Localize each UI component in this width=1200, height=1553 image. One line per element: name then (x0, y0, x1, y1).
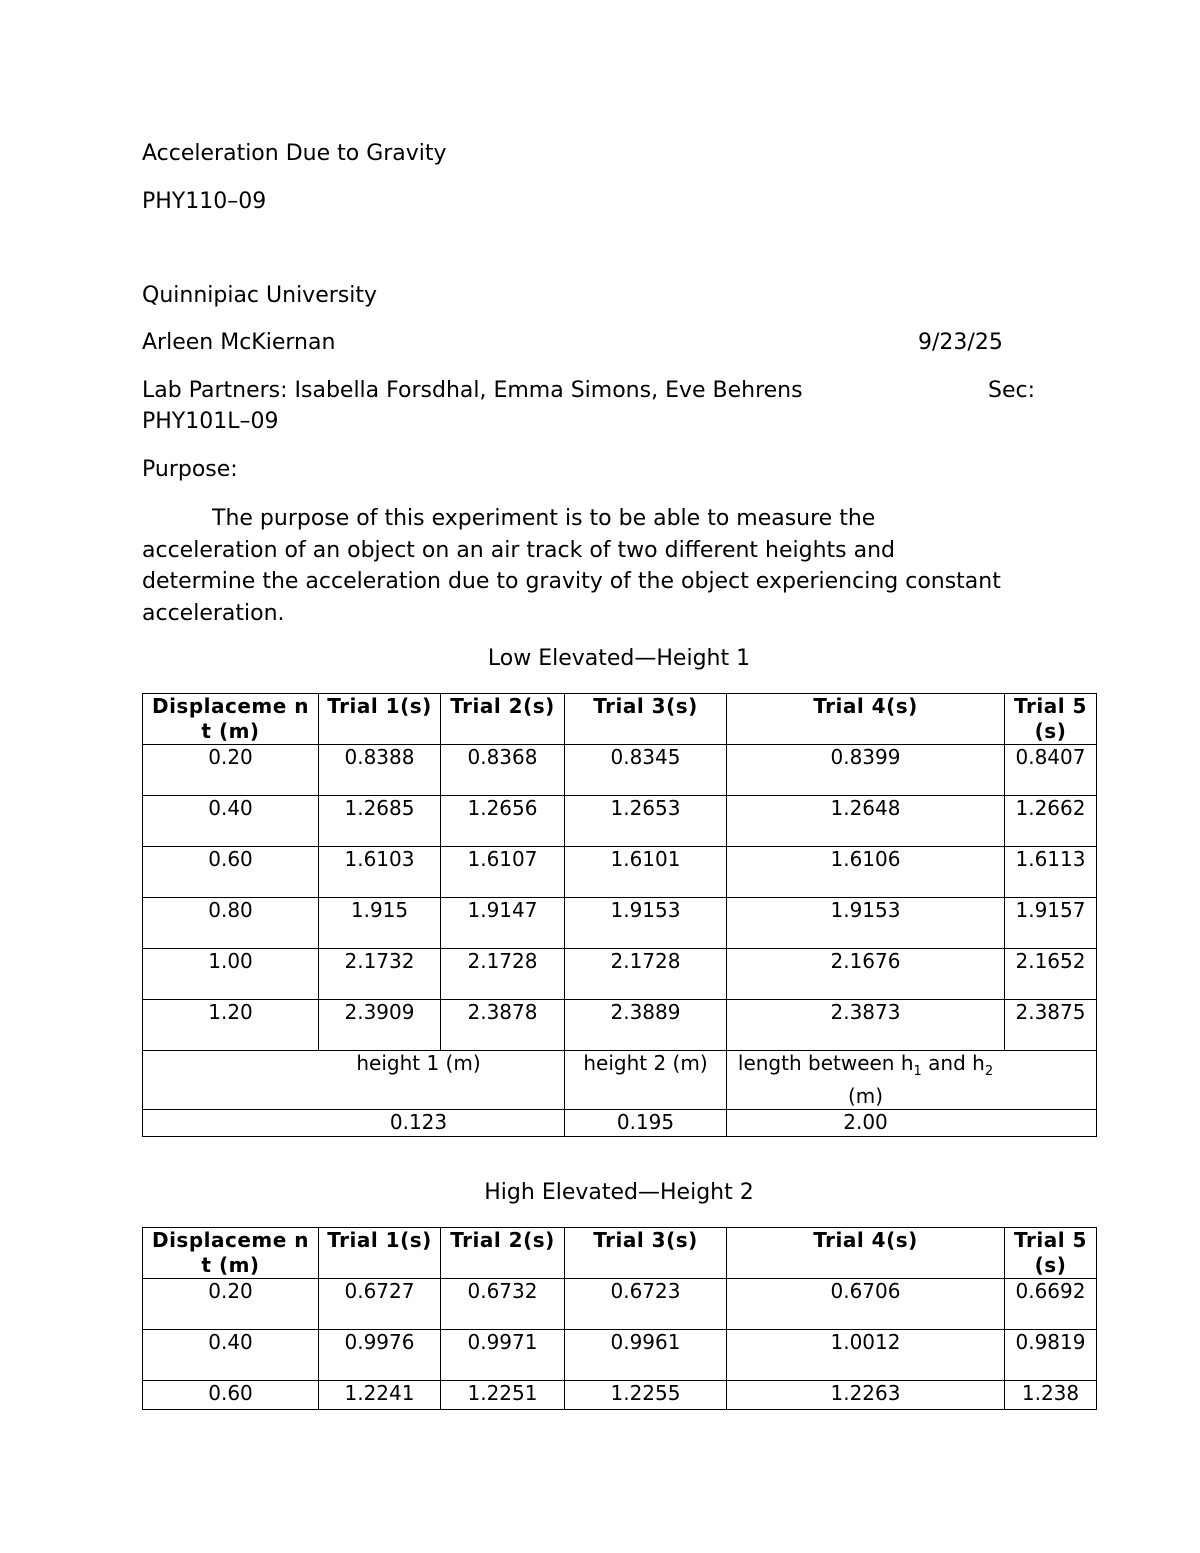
table-cell: 2.3873 (727, 1000, 1005, 1051)
table-cell: 1.9153 (727, 898, 1005, 949)
table-cell: 1.6103 (319, 847, 441, 898)
table-cell: 0.6692 (1005, 1279, 1097, 1330)
heights-label-row (143, 1051, 1097, 1110)
table-row (143, 847, 1097, 898)
height2-label: height 2 (m) (565, 1051, 727, 1110)
table-cell: 0.8407 (1005, 745, 1097, 796)
table-cell: 0.9961 (565, 1330, 727, 1381)
height1-value: 0.123 (143, 1110, 565, 1137)
lab-partners: Lab Partners: Isabella Forsdhal, Emma Simons, Eve Behrens (142, 378, 803, 403)
document-title: Acceleration Due to Gravity (142, 141, 447, 166)
table-cell: 1.2685 (319, 796, 441, 847)
table-row (143, 898, 1097, 949)
course-code: PHY110–09 (142, 189, 267, 214)
table-cell: 1.6101 (565, 847, 727, 898)
table-cell: 1.2662 (1005, 796, 1097, 847)
table1-caption: Low Elevated—Height 1 (487, 646, 751, 671)
purpose-text: The purpose of this experiment is to be able to measure the acceleration of an object on an air track of two different heights and determine the acceleration due to gravity of the object experiencing constant acceleration. (142, 506, 1001, 626)
table-cell: 2.1676 (727, 949, 1005, 1000)
table-cell: 0.6706 (727, 1279, 1005, 1330)
university-name: Quinnipiac University (142, 283, 377, 308)
table-cell: 1.6106 (727, 847, 1005, 898)
header-cell: Trial 4(s) (727, 1228, 1005, 1279)
section-label: Sec: (988, 378, 1036, 403)
header-cell: Displaceme nt (m) (143, 1228, 319, 1279)
table-row (143, 745, 1097, 796)
height2-value: 0.195 (565, 1110, 727, 1137)
table-cell: 0.40 (143, 1330, 319, 1381)
header-cell: Trial 3(s) (565, 694, 727, 745)
table-cell: 0.80 (143, 898, 319, 949)
table-cell: 0.8368 (441, 745, 565, 796)
header-cell: Trial 5(s) (1005, 694, 1097, 745)
table-cell: 0.8388 (319, 745, 441, 796)
table-cell: 1.238 (1005, 1381, 1097, 1410)
header-cell: Trial 1(s) (319, 694, 441, 745)
header-cell: Trial 5(s) (1005, 1228, 1097, 1279)
table-row (143, 1279, 1097, 1330)
header-cell: Trial 2(s) (441, 694, 565, 745)
table-cell: 1.915 (319, 898, 441, 949)
table-row (143, 1330, 1097, 1381)
table-cell: 2.1728 (565, 949, 727, 1000)
table-cell: 0.60 (143, 1381, 319, 1410)
table-cell: 1.9153 (565, 898, 727, 949)
header-cell: Displaceme nt (m) (143, 694, 319, 745)
table-cell: 2.1732 (319, 949, 441, 1000)
table-cell: 1.2656 (441, 796, 565, 847)
table-cell: 1.6107 (441, 847, 565, 898)
table-cell: 2.1728 (441, 949, 565, 1000)
table2-caption: High Elevated—Height 2 (484, 1180, 754, 1205)
table-row (143, 1381, 1097, 1410)
low-elevated-table (142, 693, 1097, 1137)
header-cell: Trial 4(s) (727, 694, 1005, 745)
table-cell: 0.8399 (727, 745, 1005, 796)
purpose-paragraph (142, 503, 1002, 629)
header-cell: Trial 2(s) (441, 1228, 565, 1279)
table-cell: 2.3878 (441, 1000, 565, 1051)
table-cell: 0.20 (143, 745, 319, 796)
table-cell: 1.2648 (727, 796, 1005, 847)
table-header-row (143, 1228, 1097, 1279)
length-label: length between $h_1$ and $h_2$ (m) (727, 1051, 1097, 1110)
table-cell: 1.2255 (565, 1381, 727, 1410)
table-cell: 1.9147 (441, 898, 565, 949)
height1-label: height 1 (m) (143, 1051, 565, 1110)
table-row (143, 1000, 1097, 1051)
table-cell: 2.3875 (1005, 1000, 1097, 1051)
table-cell: 1.2263 (727, 1381, 1005, 1410)
table-cell: 0.6732 (441, 1279, 565, 1330)
table-cell: 0.60 (143, 847, 319, 898)
purpose-heading: Purpose: (142, 457, 238, 482)
table-cell: 0.6727 (319, 1279, 441, 1330)
table-cell: 1.9157 (1005, 898, 1097, 949)
table-cell: 1.00 (143, 949, 319, 1000)
high-elevated-table (142, 1227, 1097, 1410)
length-value: 2.00 (727, 1110, 1097, 1137)
table-cell: 1.0012 (727, 1330, 1005, 1381)
table-cell: 0.20 (143, 1279, 319, 1330)
table-cell: 0.40 (143, 796, 319, 847)
table-cell: 0.8345 (565, 745, 727, 796)
report-date: 9/23/25 (918, 330, 1003, 355)
table-row (143, 949, 1097, 1000)
table-cell: 1.2241 (319, 1381, 441, 1410)
table-cell: 0.9976 (319, 1330, 441, 1381)
table-cell: 2.3909 (319, 1000, 441, 1051)
table-cell: 0.9971 (441, 1330, 565, 1381)
table-cell: 1.2251 (441, 1381, 565, 1410)
table-cell: 1.6113 (1005, 847, 1097, 898)
table-cell: 2.1652 (1005, 949, 1097, 1000)
author-name: Arleen McKiernan (142, 330, 336, 355)
section-code: PHY101L–09 (142, 409, 279, 434)
table-cell: 1.2653 (565, 796, 727, 847)
table-cell: 0.9819 (1005, 1330, 1097, 1381)
header-cell: Trial 3(s) (565, 1228, 727, 1279)
heights-value-row (143, 1110, 1097, 1137)
header-cell: Trial 1(s) (319, 1228, 441, 1279)
table-cell: 1.20 (143, 1000, 319, 1051)
table-row (143, 796, 1097, 847)
table-cell: 2.3889 (565, 1000, 727, 1051)
table-header-row (143, 694, 1097, 745)
table-cell: 0.6723 (565, 1279, 727, 1330)
